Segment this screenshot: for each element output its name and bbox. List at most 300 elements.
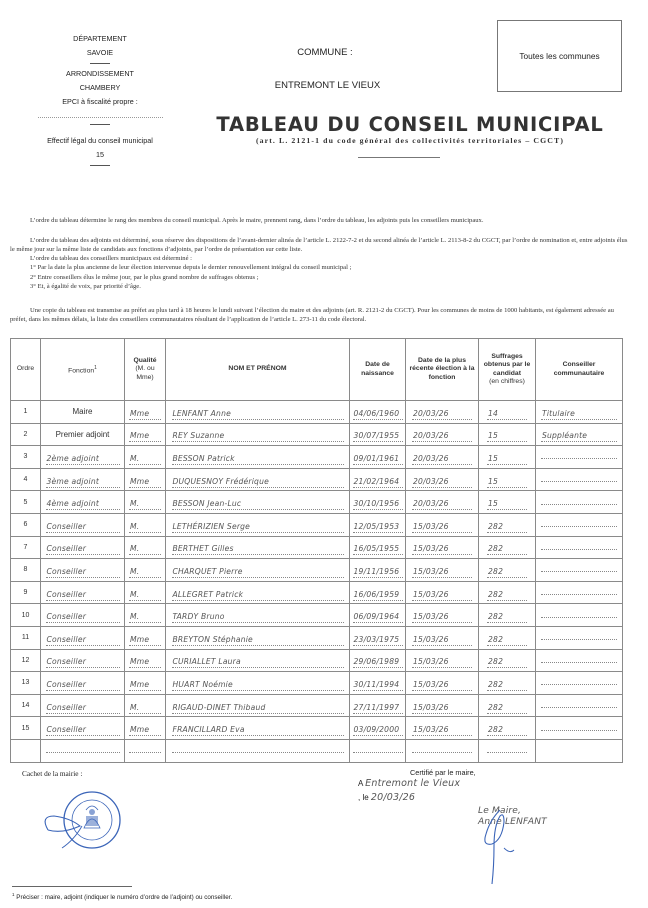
cell-date-naissance-value: 29/06/1989 bbox=[353, 657, 403, 668]
cell-date-naissance bbox=[350, 649, 406, 672]
cell-fonction-value: Conseiller bbox=[46, 725, 120, 736]
table-row bbox=[11, 581, 623, 604]
cell-conseiller-communautaire bbox=[536, 536, 623, 559]
cell-ordre: 1 bbox=[11, 401, 41, 424]
paragraph-ordre-tableau: L’ordre du tableau détermine le rang des membres du conseil municipal. Après le maire, prennent rang, dans l’ordre du tableau, les adjoints puis les conseillers municipaux. bbox=[30, 217, 484, 224]
cell-conseiller-communautaire-value bbox=[541, 684, 617, 685]
cell-nom-prenom bbox=[166, 604, 350, 627]
cell-date-election-value: 15/03/26 bbox=[412, 635, 472, 646]
paragraph-line: 2° Entre conseillers élus le même jour, par le plus grand nombre de suffrages obtenus ; bbox=[30, 273, 259, 281]
cell-date-naissance bbox=[350, 694, 406, 717]
cell-fonction-value: Conseiller bbox=[46, 680, 120, 691]
cell-qualite bbox=[125, 581, 166, 604]
cell-suffrages-value: 282 bbox=[487, 567, 527, 578]
cell-date-naissance-value: 23/03/1975 bbox=[353, 635, 403, 646]
table-row bbox=[11, 446, 623, 469]
cell-qualite bbox=[125, 491, 166, 514]
cell-conseiller-communautaire-value bbox=[541, 707, 617, 708]
cell-fonction-value: Conseiller bbox=[46, 567, 120, 578]
cell-date-naissance-value: 06/09/1964 bbox=[353, 612, 403, 623]
cell-date-naissance-value: 30/07/1955 bbox=[353, 431, 403, 442]
cell-fonction-value: 2ème adjoint bbox=[46, 454, 120, 465]
cell-conseiller-communautaire-value bbox=[541, 504, 617, 505]
cell-suffrages-value: 282 bbox=[487, 522, 527, 533]
cell-conseiller-communautaire-value bbox=[541, 526, 617, 527]
cell-qualite bbox=[125, 536, 166, 559]
cell-conseiller-communautaire bbox=[536, 468, 623, 491]
place-value: Entremont le Vieux bbox=[365, 778, 461, 789]
cell-nom-prenom-value: DUQUESNOY Frédérique bbox=[172, 477, 344, 488]
left-header-block bbox=[0, 32, 200, 169]
cell-nom-prenom-value: BESSON Jean-Luc bbox=[172, 499, 344, 510]
cell-date-naissance bbox=[350, 491, 406, 514]
cell-conseiller-communautaire bbox=[536, 446, 623, 469]
cell-date-election bbox=[406, 717, 479, 740]
cell-qualite bbox=[125, 694, 166, 717]
cell-ordre: 9 bbox=[11, 581, 41, 604]
cell-date-election bbox=[406, 649, 479, 672]
cell-ordre: 10 bbox=[11, 604, 41, 627]
cell-suffrages bbox=[479, 559, 536, 582]
cell-date-election-value: 15/03/26 bbox=[412, 590, 472, 601]
cell-conseiller-communautaire-value: Suppléante bbox=[541, 431, 617, 442]
page-title: TABLEAU DU CONSEIL MUNICIPAL bbox=[216, 113, 604, 136]
cell-suffrages bbox=[479, 581, 536, 604]
cell-nom-prenom bbox=[166, 423, 350, 446]
cell-date-naissance bbox=[350, 513, 406, 536]
effectif-label: Effectif légal du conseil municipal bbox=[47, 136, 153, 145]
cell-date-election-value: 20/03/26 bbox=[412, 454, 472, 465]
cell-nom-prenom bbox=[166, 626, 350, 649]
cell-ordre: 5 bbox=[11, 491, 41, 514]
certification-date bbox=[358, 792, 415, 803]
cell-date-election bbox=[406, 468, 479, 491]
certification-label: Certifié par le maire, bbox=[410, 768, 476, 777]
cell-date-naissance-value: 16/06/1959 bbox=[353, 590, 403, 601]
cell-nom-prenom bbox=[166, 694, 350, 717]
cell-fonction bbox=[41, 446, 125, 469]
date-prefix: , le bbox=[358, 793, 369, 802]
cell-ordre: 6 bbox=[11, 513, 41, 536]
cell-date-election bbox=[406, 626, 479, 649]
cell-qualite-value: Mme bbox=[129, 477, 161, 488]
cell-date-election bbox=[406, 513, 479, 536]
effectif-value: 15 bbox=[96, 150, 104, 159]
cell-date-naissance bbox=[350, 536, 406, 559]
cell-date-election bbox=[406, 446, 479, 469]
table-row bbox=[11, 604, 623, 627]
cell-nom-prenom bbox=[166, 649, 350, 672]
table-row bbox=[11, 491, 623, 514]
page-subtitle: (art. L. 2121-1 du code général des collectivités territoriales – CGCT) bbox=[255, 136, 565, 145]
cell-date-election-value: 15/03/26 bbox=[412, 657, 472, 668]
mayor-signature bbox=[470, 800, 560, 885]
cell-ordre: 13 bbox=[11, 672, 41, 695]
cell-suffrages-value: 282 bbox=[487, 612, 527, 623]
cell-qualite-value: Mme bbox=[129, 635, 161, 646]
cell-nom-prenom bbox=[166, 672, 350, 695]
cell-qualite-value: M. bbox=[129, 499, 161, 510]
mairie-stamp bbox=[38, 786, 128, 858]
date-value: 20/03/26 bbox=[370, 792, 416, 803]
cell-conseiller-communautaire-value bbox=[541, 594, 617, 595]
cell-fonction-value: 3ème adjoint bbox=[46, 477, 120, 488]
title-divider bbox=[358, 157, 440, 158]
cell-date-naissance-value bbox=[353, 752, 403, 753]
epci-blank-field bbox=[38, 113, 163, 118]
paragraph-line: 3° Et, à égalité de voix, par priorité d’âge. bbox=[30, 283, 141, 291]
cell-qualite-value: Mme bbox=[129, 725, 161, 736]
cell-date-naissance-value: 30/11/1994 bbox=[353, 680, 403, 691]
cell-fonction-value: Conseiller bbox=[46, 522, 120, 533]
cell-conseiller-communautaire-value bbox=[541, 639, 617, 640]
cell-ordre: 7 bbox=[11, 536, 41, 559]
paragraph-line: L’ordre du tableau des conseillers municipaux est déterminé : bbox=[30, 255, 192, 262]
cell-nom-prenom bbox=[166, 559, 350, 582]
cell-conseiller-communautaire-value bbox=[541, 571, 617, 572]
cell-conseiller-communautaire bbox=[536, 604, 623, 627]
cell-ordre: 4 bbox=[11, 468, 41, 491]
cell-qualite bbox=[125, 401, 166, 424]
cell-suffrages bbox=[479, 423, 536, 446]
cell-suffrages bbox=[479, 536, 536, 559]
cell-nom-prenom-value: LETHÉRIZIEN Serge bbox=[172, 522, 344, 533]
cell-ordre bbox=[11, 739, 41, 762]
cell-nom-prenom bbox=[166, 739, 350, 762]
cell-ordre: 12 bbox=[11, 649, 41, 672]
table-row bbox=[11, 694, 623, 717]
cell-qualite-value: M. bbox=[129, 567, 161, 578]
cell-ordre: 8 bbox=[11, 559, 41, 582]
cell-fonction bbox=[41, 559, 125, 582]
cell-suffrages-value: 14 bbox=[487, 409, 527, 420]
departement-value: SAVOIE bbox=[86, 48, 114, 57]
cell-date-election-value: 15/03/26 bbox=[412, 725, 472, 736]
cell-fonction bbox=[41, 513, 125, 536]
cell-conseiller-communautaire-value bbox=[541, 458, 617, 459]
paragraph-ordre-conseillers bbox=[30, 254, 630, 292]
cell-conseiller-communautaire bbox=[536, 717, 623, 740]
paragraph-line: 1° Par la date la plus ancienne de leur élection intervenue depuis le dernier renouvellement intégral du conseil municipal ; bbox=[30, 264, 352, 272]
cell-date-naissance-value: 27/11/1997 bbox=[353, 703, 403, 714]
cell-fonction-value: Conseiller bbox=[46, 635, 120, 646]
cell-conseiller-communautaire-value bbox=[541, 549, 617, 550]
cell-fonction bbox=[41, 491, 125, 514]
cell-date-naissance bbox=[350, 559, 406, 582]
arrondissement-label: ARRONDISSEMENT bbox=[66, 69, 134, 78]
cell-qualite-value: M. bbox=[129, 522, 161, 533]
cell-fonction bbox=[41, 536, 125, 559]
cell-qualite-value: M. bbox=[129, 454, 161, 465]
cell-nom-prenom-value: LENFANT Anne bbox=[172, 409, 344, 420]
cell-suffrages-value bbox=[487, 752, 527, 753]
header-conseiller-communautaire: Conseiller communautaire bbox=[536, 339, 623, 401]
cell-date-election bbox=[406, 694, 479, 717]
cell-suffrages bbox=[479, 694, 536, 717]
cell-suffrages bbox=[479, 446, 536, 469]
commune-label: COMMUNE : bbox=[297, 47, 353, 58]
cell-nom-prenom-value bbox=[172, 752, 344, 753]
cell-conseiller-communautaire bbox=[536, 513, 623, 536]
cell-ordre: 2 bbox=[11, 423, 41, 446]
cell-date-naissance-value: 04/06/1960 bbox=[353, 409, 403, 420]
cell-suffrages-value: 15 bbox=[487, 477, 527, 488]
cell-conseiller-communautaire bbox=[536, 581, 623, 604]
cell-suffrages-value: 282 bbox=[487, 703, 527, 714]
cell-date-naissance-value: 30/10/1956 bbox=[353, 499, 403, 510]
place-prefix: A bbox=[358, 779, 363, 788]
cell-nom-prenom-value: FRANCILLARD Eva bbox=[172, 725, 344, 736]
council-table bbox=[10, 338, 623, 763]
divider bbox=[90, 124, 110, 125]
cell-conseiller-communautaire bbox=[536, 694, 623, 717]
cell-suffrages-value: 15 bbox=[487, 499, 527, 510]
footnote: $^1$ Préciser : maire, adjoint (indiquer le numéro d’ordre de l’adjoint) ou conseiller. bbox=[12, 892, 233, 902]
cell-nom-prenom bbox=[166, 491, 350, 514]
cell-fonction bbox=[41, 581, 125, 604]
cell-suffrages bbox=[479, 604, 536, 627]
table-header-row bbox=[11, 339, 623, 401]
table-row bbox=[11, 401, 623, 424]
cell-date-election-value: 15/03/26 bbox=[412, 680, 472, 691]
cell-date-election bbox=[406, 672, 479, 695]
cell-nom-prenom bbox=[166, 536, 350, 559]
signature-title: Le Maire, bbox=[478, 806, 522, 816]
table-row bbox=[11, 513, 623, 536]
cell-qualite-value bbox=[129, 752, 161, 753]
cell-conseiller-communautaire bbox=[536, 401, 623, 424]
cell-nom-prenom bbox=[166, 446, 350, 469]
cell-conseiller-communautaire-value: Titulaire bbox=[541, 409, 617, 420]
cell-suffrages-value: 282 bbox=[487, 657, 527, 668]
cell-date-election bbox=[406, 401, 479, 424]
cell-conseiller-communautaire-value bbox=[541, 662, 617, 663]
cell-date-election bbox=[406, 491, 479, 514]
cell-nom-prenom-value: BERTHET Gilles bbox=[172, 544, 344, 555]
cell-qualite bbox=[125, 446, 166, 469]
commune-name: ENTREMONT LE VIEUX bbox=[274, 80, 381, 91]
cell-nom-prenom bbox=[166, 581, 350, 604]
cell-fonction: Premier adjoint bbox=[41, 423, 125, 446]
cell-date-naissance bbox=[350, 581, 406, 604]
cell-conseiller-communautaire bbox=[536, 491, 623, 514]
cell-date-election-value: 15/03/26 bbox=[412, 703, 472, 714]
cell-suffrages-value: 282 bbox=[487, 635, 527, 646]
cell-suffrages bbox=[479, 717, 536, 740]
cell-qualite-value: Mme bbox=[129, 680, 161, 691]
cell-qualite-value: M. bbox=[129, 703, 161, 714]
cell-date-election bbox=[406, 423, 479, 446]
signature-name: Anne LENFANT bbox=[478, 817, 547, 827]
cell-nom-prenom bbox=[166, 717, 350, 740]
cell-date-election-value: 15/03/26 bbox=[412, 567, 472, 578]
cachet-label: Cachet de la mairie : bbox=[22, 769, 83, 778]
cell-conseiller-communautaire bbox=[536, 423, 623, 446]
cell-nom-prenom bbox=[166, 513, 350, 536]
cell-conseiller-communautaire-value bbox=[541, 481, 617, 482]
cell-date-naissance-value: 21/02/1964 bbox=[353, 477, 403, 488]
cell-date-naissance bbox=[350, 672, 406, 695]
cell-ordre: 3 bbox=[11, 446, 41, 469]
cell-qualite-value: M. bbox=[129, 590, 161, 601]
cell-fonction bbox=[41, 717, 125, 740]
cell-qualite bbox=[125, 559, 166, 582]
table-row bbox=[11, 536, 623, 559]
paragraph-ordre-adjoints: L’ordre du tableau des adjoints est déterminé, sous réserve des dispositions de l’avant-dernier alinéa de l’article L. 2122-7-2 et du second alinéa de l’article L. 2113-8-2 du CGCT, par l’ordre de nomination et, entre adjoints élus le même jour sur la même liste de candidats aux fonctions d’adjoints, par l’ordre de présentation sur cette liste. bbox=[10, 237, 628, 254]
cell-date-election bbox=[406, 604, 479, 627]
header-fonction: Fonction$^1$ bbox=[41, 339, 125, 401]
header-suffrages: Suffrages obtenus par le candidat (en chiffres) bbox=[479, 339, 536, 401]
cell-date-election-value: 15/03/26 bbox=[412, 612, 472, 623]
cell-qualite bbox=[125, 649, 166, 672]
cell-fonction-value: Conseiller bbox=[46, 703, 120, 714]
cell-suffrages bbox=[479, 513, 536, 536]
epci-label: EPCI à fiscalité propre : bbox=[62, 97, 138, 106]
certification-place bbox=[358, 778, 460, 789]
header-date-election: Date de la plus récente élection à la fonction bbox=[406, 339, 479, 401]
cell-qualite bbox=[125, 672, 166, 695]
divider bbox=[90, 63, 110, 64]
cell-suffrages-value: 282 bbox=[487, 680, 527, 691]
cell-fonction bbox=[41, 604, 125, 627]
table-row bbox=[11, 559, 623, 582]
cell-suffrages-value: 282 bbox=[487, 590, 527, 601]
cell-suffrages bbox=[479, 491, 536, 514]
cell-fonction bbox=[41, 672, 125, 695]
cell-nom-prenom-value: REY Suzanne bbox=[172, 431, 344, 442]
cell-nom-prenom bbox=[166, 401, 350, 424]
cell-date-naissance bbox=[350, 401, 406, 424]
cell-nom-prenom-value: BESSON Patrick bbox=[172, 454, 344, 465]
table-row bbox=[11, 739, 623, 762]
cell-date-election-value: 20/03/26 bbox=[412, 499, 472, 510]
cell-suffrages-value: 15 bbox=[487, 454, 527, 465]
cell-date-naissance-value: 09/01/1961 bbox=[353, 454, 403, 465]
cell-qualite-value: M. bbox=[129, 612, 161, 623]
cell-qualite bbox=[125, 513, 166, 536]
cell-nom-prenom bbox=[166, 468, 350, 491]
paragraph-transmission: Une copie du tableau est transmise au préfet au plus tard à 18 heures le lundi suivant l’élection du maire et des adjoints (art. R. 2121-2 du CGCT). Pour les communes de moins de 1000 habitants, est également adressée au préfet, dans les mêmes délais, la liste des conseillers communautaires résultant de l’application de l’article L. 273-11 du code électoral. bbox=[10, 307, 614, 324]
cell-date-naissance bbox=[350, 423, 406, 446]
cell-suffrages-value: 15 bbox=[487, 431, 527, 442]
table-row bbox=[11, 423, 623, 446]
cell-date-election bbox=[406, 581, 479, 604]
cell-ordre: 11 bbox=[11, 626, 41, 649]
cell-fonction bbox=[41, 739, 125, 762]
cell-date-election-value bbox=[412, 752, 472, 753]
table-row bbox=[11, 626, 623, 649]
cell-conseiller-communautaire bbox=[536, 672, 623, 695]
cell-qualite bbox=[125, 423, 166, 446]
cell-qualite-value: Mme bbox=[129, 409, 161, 420]
cell-suffrages bbox=[479, 401, 536, 424]
cell-suffrages bbox=[479, 739, 536, 762]
cell-conseiller-communautaire-value bbox=[541, 730, 617, 731]
commune-type-text: Toutes les communes bbox=[519, 51, 600, 61]
arrondissement-value: CHAMBERY bbox=[79, 83, 121, 92]
cell-date-election-value: 15/03/26 bbox=[412, 522, 472, 533]
cell-date-naissance bbox=[350, 626, 406, 649]
cell-qualite-value: Mme bbox=[129, 431, 161, 442]
cell-conseiller-communautaire bbox=[536, 739, 623, 762]
cell-fonction-value: Conseiller bbox=[46, 612, 120, 623]
cell-fonction bbox=[41, 626, 125, 649]
cell-suffrages bbox=[479, 672, 536, 695]
cell-fonction-value: Conseiller bbox=[46, 657, 120, 668]
cell-qualite bbox=[125, 739, 166, 762]
header-date-naissance: Date de naissance bbox=[350, 339, 406, 401]
cell-date-naissance-value: 19/11/1956 bbox=[353, 567, 403, 578]
cell-ordre: 15 bbox=[11, 717, 41, 740]
cell-conseiller-communautaire-value bbox=[541, 617, 617, 618]
cell-date-naissance bbox=[350, 739, 406, 762]
departement-label: DÉPARTEMENT bbox=[73, 34, 127, 43]
cell-nom-prenom-value: CURIALLET Laura bbox=[172, 657, 344, 668]
cell-ordre: 14 bbox=[11, 694, 41, 717]
cell-date-election-value: 20/03/26 bbox=[412, 409, 472, 420]
footnote-divider bbox=[12, 886, 132, 887]
cell-qualite-value: Mme bbox=[129, 657, 161, 668]
cell-fonction-value: Conseiller bbox=[46, 544, 120, 555]
cell-date-election-value: 15/03/26 bbox=[412, 544, 472, 555]
cell-nom-prenom-value: HUART Noémie bbox=[172, 680, 344, 691]
cell-nom-prenom-value: CHARQUET Pierre bbox=[172, 567, 344, 578]
cell-nom-prenom-value: TARDY Bruno bbox=[172, 612, 344, 623]
cell-fonction-value bbox=[46, 752, 120, 753]
cell-qualite bbox=[125, 717, 166, 740]
cell-suffrages-value: 282 bbox=[487, 725, 527, 736]
cell-date-election-value: 20/03/26 bbox=[412, 477, 472, 488]
cell-nom-prenom-value: BREYTON Stéphanie bbox=[172, 635, 344, 646]
divider bbox=[90, 165, 110, 166]
cell-date-election bbox=[406, 536, 479, 559]
commune-type-box bbox=[497, 20, 622, 92]
cell-date-naissance-value: 12/05/1953 bbox=[353, 522, 403, 533]
cell-date-election-value: 20/03/26 bbox=[412, 431, 472, 442]
cell-fonction-value: Conseiller bbox=[46, 590, 120, 601]
cell-suffrages bbox=[479, 626, 536, 649]
cell-date-naissance bbox=[350, 468, 406, 491]
table-row bbox=[11, 649, 623, 672]
cell-date-naissance bbox=[350, 717, 406, 740]
cell-fonction bbox=[41, 694, 125, 717]
cell-suffrages-value: 282 bbox=[487, 544, 527, 555]
cell-fonction bbox=[41, 468, 125, 491]
cell-conseiller-communautaire bbox=[536, 559, 623, 582]
cell-fonction: Maire bbox=[41, 401, 125, 424]
header-nom-prenom: NOM ET PRÉNOM bbox=[166, 339, 350, 401]
header-ordre: Ordre bbox=[11, 339, 41, 401]
cell-fonction-value: 4ème adjoint bbox=[46, 499, 120, 510]
header-qualite: Qualité (M. ou Mme) bbox=[125, 339, 166, 401]
table-row bbox=[11, 717, 623, 740]
cell-conseiller-communautaire bbox=[536, 649, 623, 672]
cell-suffrages bbox=[479, 468, 536, 491]
cell-qualite bbox=[125, 626, 166, 649]
cell-date-naissance-value: 16/05/1955 bbox=[353, 544, 403, 555]
cell-date-naissance bbox=[350, 446, 406, 469]
table-row bbox=[11, 672, 623, 695]
cell-qualite bbox=[125, 604, 166, 627]
cell-nom-prenom-value: ALLEGRET Patrick bbox=[172, 590, 344, 601]
cell-qualite bbox=[125, 468, 166, 491]
table-row bbox=[11, 468, 623, 491]
cell-date-naissance-value: 03/09/2000 bbox=[353, 725, 403, 736]
cell-qualite-value: M. bbox=[129, 544, 161, 555]
cell-conseiller-communautaire bbox=[536, 626, 623, 649]
cell-date-election bbox=[406, 559, 479, 582]
cell-date-naissance bbox=[350, 604, 406, 627]
